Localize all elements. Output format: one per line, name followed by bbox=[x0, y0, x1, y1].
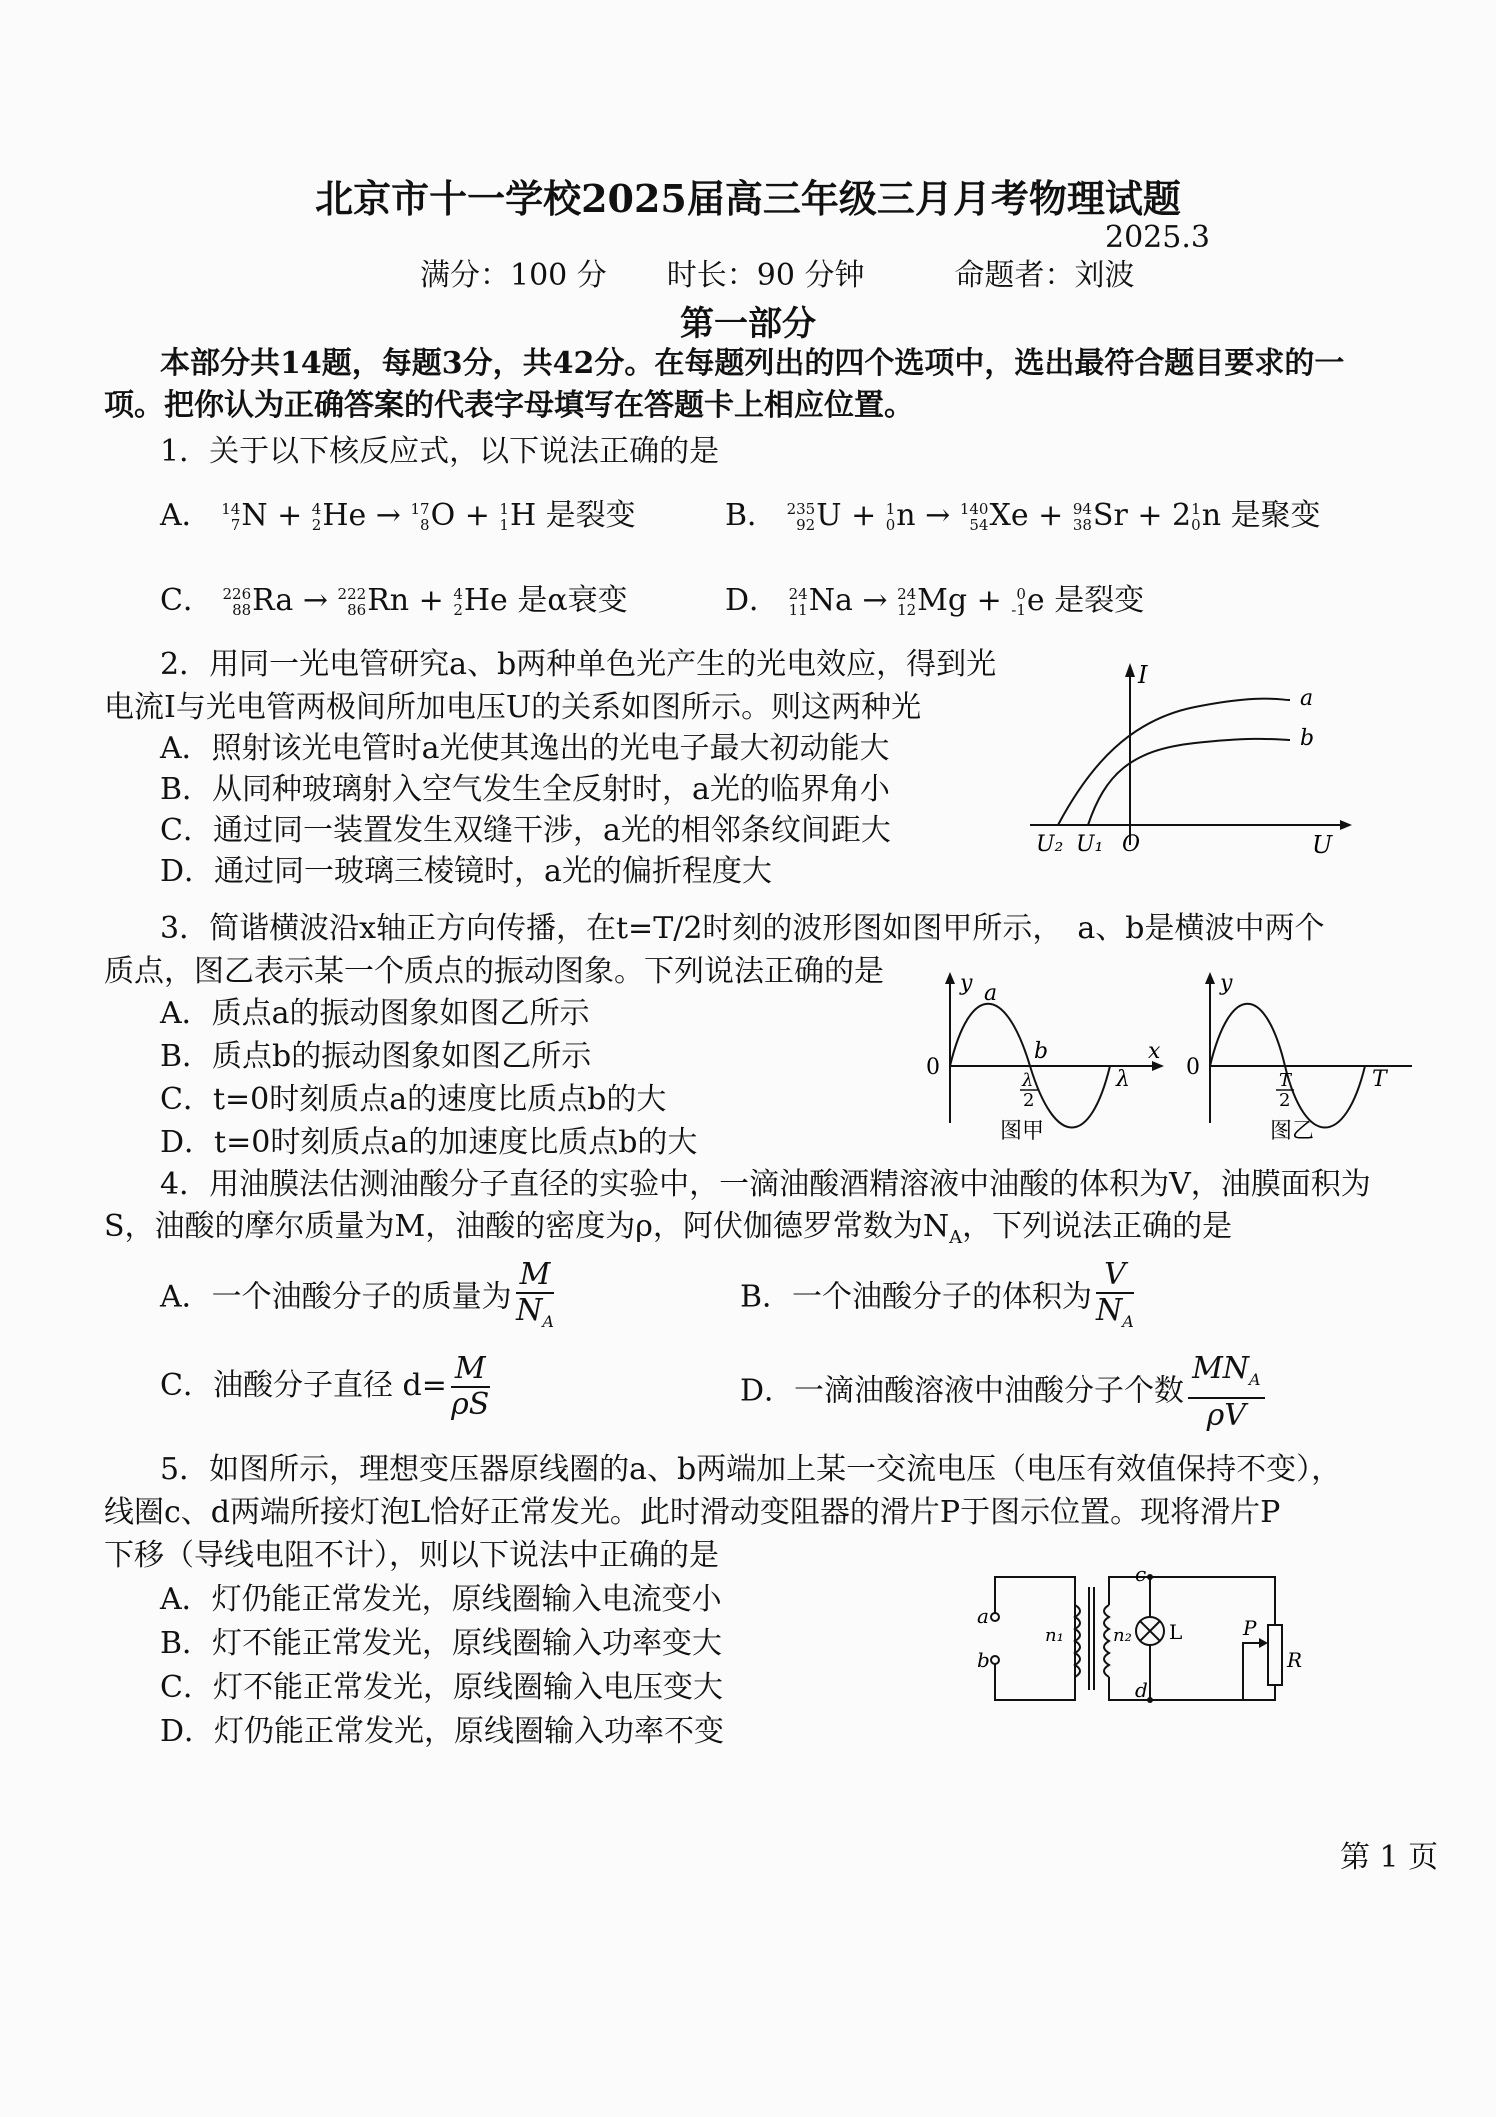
q5-stem-2: 线圈c、d两端所接灯泡L恰好正常发光。此时滑动变阻器的滑片P于图示位置。现将滑片P bbox=[104, 1495, 1281, 1530]
q1-option-d: D． 24 11 Na → 24 12 Mg + 0 -1 e 是裂变 bbox=[725, 583, 1145, 619]
q3-fig1-b: b bbox=[1034, 1039, 1049, 1064]
q4-stem-2: S，油酸的摩尔质量为M，油酸的密度为ρ，阿伏伽德罗常数为$N_A$，下列说法正确的是 bbox=[104, 1209, 1233, 1248]
exam-date: 2025.3 bbox=[1105, 220, 1210, 255]
q2-option-c: C．通过同一装置发生双缝干涉，a光的相邻条纹间距大 bbox=[160, 813, 891, 848]
q3-fig2-t: T bbox=[1279, 1070, 1292, 1091]
q5-option-c: C．灯不能正常发光，原线圈输入电压变大 bbox=[160, 1670, 723, 1705]
q3-option-a: A．质点a的振动图象如图乙所示 bbox=[160, 996, 590, 1031]
q2-i-arrow bbox=[1125, 663, 1135, 677]
q5-primary-coil bbox=[1075, 1605, 1080, 1677]
q1-a-label: A． bbox=[160, 498, 212, 533]
q5-label-d: d bbox=[1135, 1678, 1148, 1702]
q3-vibration-graph bbox=[1180, 968, 1420, 1146]
q5-label-r: R bbox=[1287, 1648, 1303, 1672]
q3-fig2-o: 0 bbox=[1186, 1055, 1200, 1080]
section-title: 第一部分 bbox=[680, 304, 816, 344]
q2-stem-1: 2．用同一光电管研究a、b两种单色光产生的光电效应，得到光 bbox=[160, 647, 997, 682]
q4-option-a: A．一个油酸分子的质量为 $\frac{M}{N_A}$ bbox=[160, 1257, 554, 1331]
page-number: 第 1 页 bbox=[1340, 1840, 1439, 1875]
q5-label-b: b bbox=[977, 1648, 990, 1672]
q5-label-p: P bbox=[1243, 1616, 1257, 1640]
q1-option-b: B． 235 92 U + 1 0 n → 140 54 Xe + 94 38 Sr + 2 1 0 n 是聚变 bbox=[725, 498, 1321, 534]
q5-label-l: L bbox=[1169, 1620, 1183, 1644]
q4-option-c: C．油酸分子直径 d= $\frac{M}{\rho S}$ bbox=[160, 1351, 490, 1422]
q4-option-d: D．一滴油酸溶液中油酸分子个数 $\frac{MN_A}{\rho V}$ bbox=[740, 1352, 1269, 1433]
q3-fig1-y: y bbox=[960, 971, 973, 996]
section-instruction-1: 本部分共14题，每题3分，共42分。在每题列出的四个选项中，选出最符合题目要求的一 bbox=[160, 346, 1345, 381]
q3-stem-1: 3．简谐横波沿x轴正方向传播，在t=T/2时刻的波形图如图甲所示， a、b是横波中两个 bbox=[160, 911, 1325, 946]
q5-option-a: A．灯仍能正常发光，原线圈输入电流变小 bbox=[160, 1582, 722, 1617]
q3-fig1-two: 2 bbox=[1023, 1090, 1035, 1111]
q3-fig1-caption: 图甲 bbox=[1000, 1119, 1045, 1144]
q5-stem-3: 下移（导线电阻不计），则以下说法中正确的是 bbox=[104, 1538, 719, 1573]
exam-meta: 满分：100 分 时长：90 分钟 命题者：刘波 bbox=[420, 258, 1135, 293]
q3-fig1-o: 0 bbox=[926, 1055, 940, 1080]
q2-curve-a bbox=[1058, 699, 1290, 825]
q3-stem-2: 质点，图乙表示某一个质点的振动图象。下列说法正确的是 bbox=[104, 954, 884, 989]
q2-label-o: O bbox=[1122, 832, 1141, 857]
q3-fig2-two: 2 bbox=[1279, 1090, 1291, 1111]
q3-fig2-tend: T bbox=[1372, 1067, 1387, 1092]
q2-label-u: U bbox=[1312, 831, 1333, 859]
q2-option-a: A．照射该光电管时a光使其逸出的光电子最大初动能大 bbox=[160, 731, 890, 766]
q1-option-c: C． 226 88 Ra → 222 86 Rn + 4 2 He 是α衰变 bbox=[160, 583, 628, 619]
q5-terminal-a bbox=[991, 1613, 999, 1621]
q2-label-u2: U₂ bbox=[1036, 832, 1064, 857]
q3-fig1-a: a bbox=[984, 981, 998, 1006]
q2-option-d: D．通过同一玻璃三棱镜时，a光的偏折程度大 bbox=[160, 854, 772, 889]
q2-stem-2: 电流I与光电管两极间所加电压U的关系如图所示。则这两种光 bbox=[104, 690, 922, 725]
q2-label-a: a bbox=[1300, 686, 1314, 711]
q2-label-i: I bbox=[1138, 661, 1148, 689]
q5-terminal-b bbox=[991, 1656, 999, 1664]
section-instruction-2: 项。把你认为正确答案的代表字母填写在答题卡上相应位置。 bbox=[104, 388, 914, 423]
q5-rheostat bbox=[1268, 1625, 1282, 1685]
q1-option-a: A． 14 7 N + 4 2 He → 17 8 O + 1 1 H 是裂变 bbox=[160, 498, 636, 534]
q3-option-d: D．t=0时刻质点a的加速度比质点b的大 bbox=[160, 1125, 698, 1160]
q4-stem-1: 4．用油膜法估测油酸分子直径的实验中，一滴油酸酒精溶液中油酸的体积为V，油膜面积为 bbox=[160, 1167, 1371, 1202]
q5-stem-1: 5．如图所示，理想变压器原线圈的a、b两端加上某一交流电压（电压有效值保持不变）， bbox=[160, 1452, 1342, 1487]
q2-label-b: b bbox=[1300, 726, 1315, 751]
q3-option-c: C．t=0时刻质点a的速度比质点b的大 bbox=[160, 1082, 667, 1117]
q3-fig1-half: λ bbox=[1022, 1070, 1034, 1091]
q4-option-b: B．一个油酸分子的体积为 $\frac{V}{N_A}$ bbox=[740, 1257, 1134, 1331]
q2-iu-graph bbox=[1020, 655, 1360, 865]
q2-curve-b bbox=[1088, 739, 1290, 825]
q5-label-n1: n₁ bbox=[1045, 1625, 1064, 1646]
q3-option-b: B．质点b的振动图象如图乙所示 bbox=[160, 1039, 592, 1074]
q1-stem: 1．关于以下核反应式，以下说法正确的是 bbox=[160, 434, 720, 469]
q5-label-a: a bbox=[977, 1604, 989, 1628]
q5-option-b: B．灯不能正常发光，原线圈输入功率变大 bbox=[160, 1626, 723, 1661]
q5-label-n2: n₂ bbox=[1113, 1625, 1132, 1646]
q5-secondary-coil bbox=[1104, 1605, 1109, 1677]
q5-transformer-circuit bbox=[975, 1565, 1315, 1715]
q2-u-arrow bbox=[1340, 820, 1352, 830]
q2-option-b: B．从同种玻璃射入空气发生全反射时，a光的临界角小 bbox=[160, 772, 890, 807]
exam-title: 北京市十一学校2025届高三年级三月月考物理试题 bbox=[315, 176, 1181, 221]
q5-label-c: c bbox=[1135, 1565, 1147, 1586]
q3-wave-graph bbox=[920, 968, 1170, 1146]
q3-fig1-lambda: λ bbox=[1116, 1067, 1130, 1092]
q2-label-u1: U₁ bbox=[1076, 832, 1104, 857]
q5-option-d: D．灯仍能正常发光，原线圈输入功率不变 bbox=[160, 1714, 725, 1749]
q3-fig1-x: x bbox=[1148, 1039, 1161, 1064]
q3-fig2-caption: 图乙 bbox=[1270, 1119, 1315, 1144]
q3-fig2-y: y bbox=[1220, 971, 1233, 996]
